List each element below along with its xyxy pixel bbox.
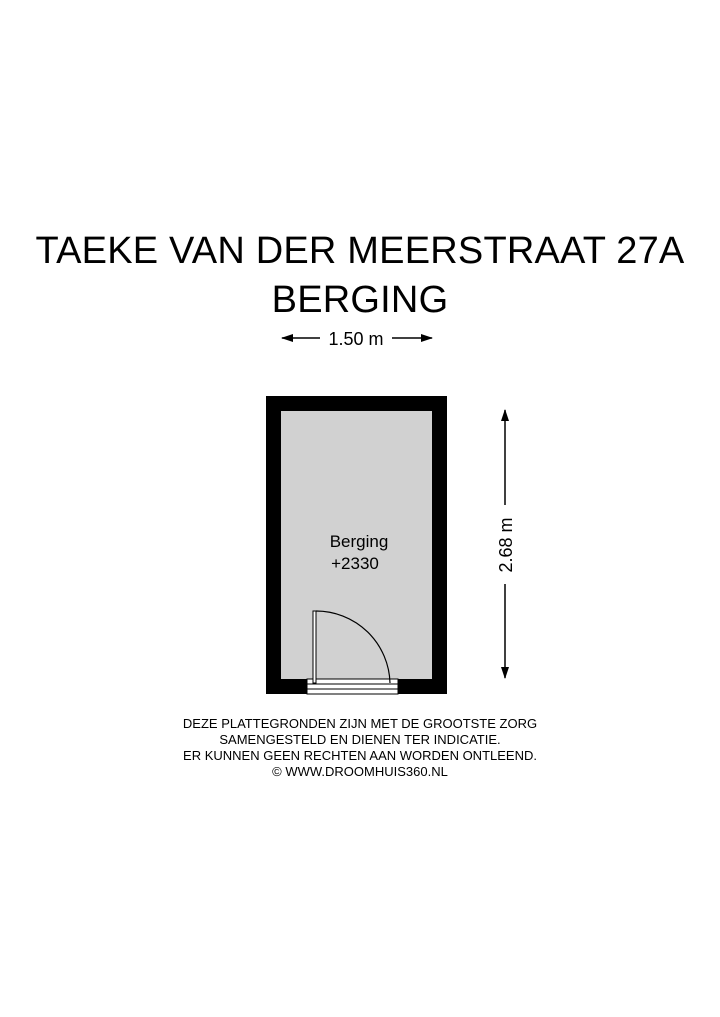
disclaimer-line-3: ER KUNNEN GEEN RECHTEN AAN WORDEN ONTLEEND. [183, 748, 537, 763]
width-dimension [282, 329, 432, 349]
door-opening [307, 679, 398, 694]
room-level-label: +2330 [331, 554, 379, 573]
door-leaf [313, 611, 316, 683]
disclaimer-line-2: SAMENGESTELD EN DIENEN TER INDICATIE. [219, 732, 501, 747]
disclaimer-website-link[interactable]: © WWW.DROOMHUIS360.NL [272, 764, 448, 779]
plan-title-room: BERGING [271, 279, 449, 321]
plan-title-address: TAEKE VAN DER MEERSTRAAT 27A [35, 230, 685, 272]
height-label: 2.68 m [496, 517, 516, 573]
height-dimension [496, 410, 516, 678]
disclaimer-line-1: DEZE PLATTEGRONDEN ZIJN MET DE GROOTSTE ZORG [182, 716, 538, 731]
room-berging [266, 396, 447, 694]
width-label: 1.50 m [328, 329, 384, 349]
room-name-label: Berging [329, 532, 389, 551]
disclaimer [0, 716, 720, 780]
